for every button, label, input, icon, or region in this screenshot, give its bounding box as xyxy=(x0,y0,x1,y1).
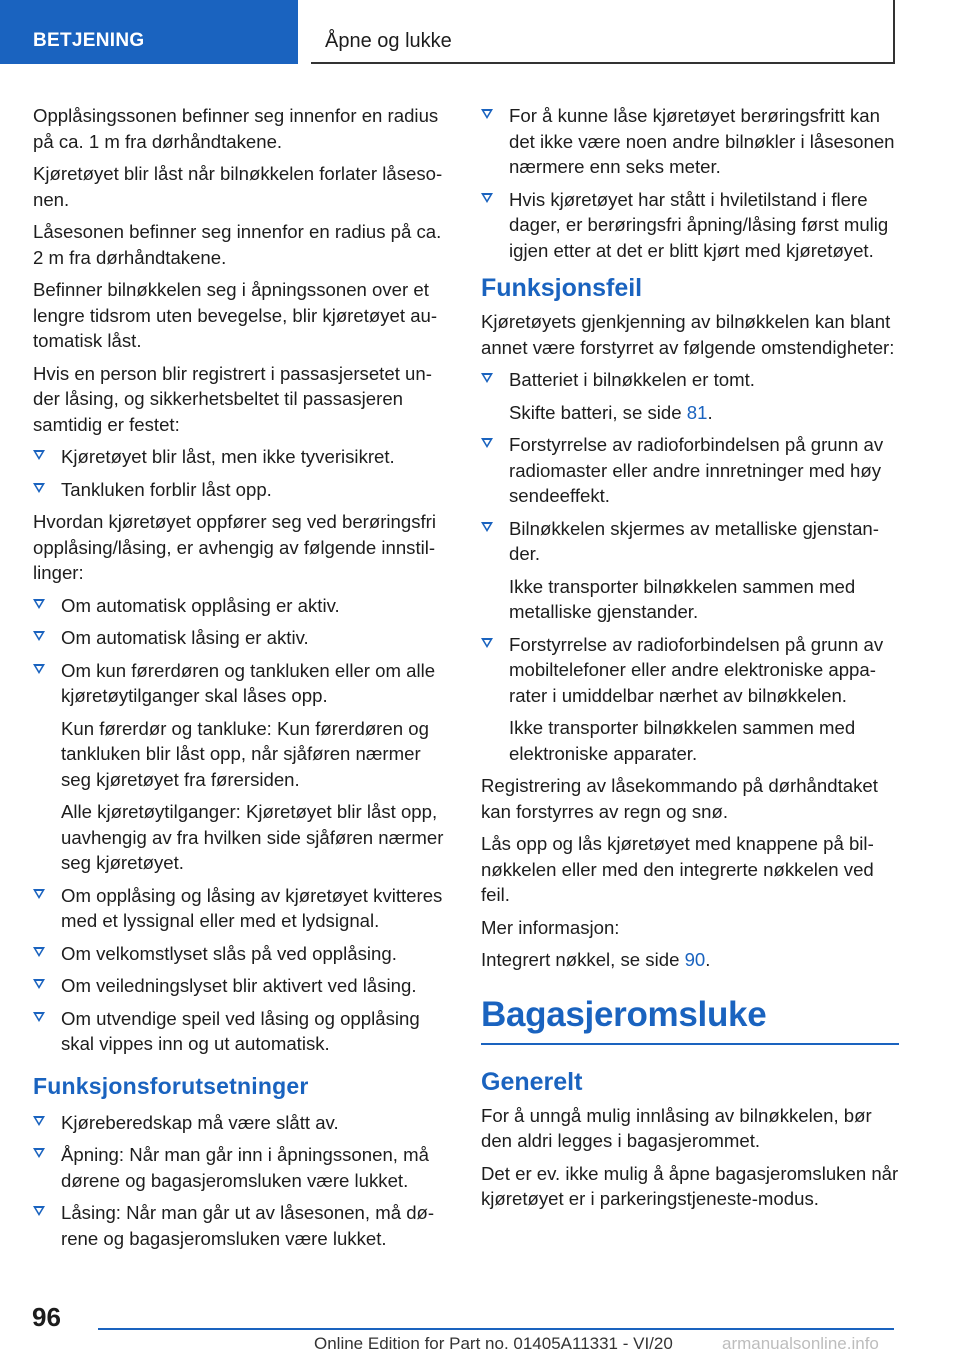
list-subparagraph: Ikke transporter bilnøkkelen sammen med elektroniske apparater. xyxy=(509,717,856,764)
bullet-triangle-icon xyxy=(33,483,45,493)
bullet-triangle-icon xyxy=(33,947,45,957)
page-number: 96 xyxy=(32,1302,61,1332)
paragraph: Hvis en person blir registrert i passasjersetet under låsing, og sikkerhetsbeltet til passasjeren samtidig er festet: xyxy=(33,362,432,435)
paragraph: For å unngå mulig innlåsing av bilnøkkelen, bør den aldri legges i bagasjerommet. xyxy=(481,1104,872,1151)
bullet-triangle-icon xyxy=(33,664,45,674)
list-subparagraph: Kun førerdør og tankluke: Kun førerdøren og tankluken blir låst opp, når sjåføren nærmer seg kjøretøyet fra førersiden. xyxy=(61,717,429,790)
bullet-triangle-icon xyxy=(481,522,493,532)
bullet-triangle-icon xyxy=(33,450,45,460)
list-item: Om utvendige speil ved låsing og opplåsing skal vippes inn og ut automatisk. xyxy=(33,1006,451,1057)
list-item: Om veiledningslyset blir aktivert ved låsing. xyxy=(33,973,451,999)
paragraph: Låsesonen befinner seg innenfor en radius på ca. 2 m fra dørhåndtakene. xyxy=(33,221,442,268)
section-heading-funksjonsfeil: Funksjonsfeil xyxy=(481,274,643,302)
bullet-triangle-icon xyxy=(33,1116,45,1126)
watermark: armanualsonline.info xyxy=(722,1334,879,1353)
section-title: BETJENING xyxy=(33,30,145,51)
list-subparagraph: Ikke transporter bilnøkkelen sammen med metalliske gjenstander. xyxy=(509,575,856,622)
list-item: Åpning: Når man går inn i åpningssonen, må dørene og bagasjeromsluken være lukket. xyxy=(33,1142,451,1193)
chapter-heading-bagasjeromsluke: Bagasjeromsluke xyxy=(481,993,899,1045)
right-column xyxy=(481,103,899,1219)
section-tab xyxy=(0,0,298,64)
list-item: Om opplåsing og låsing av kjøretøyet kvitteres med et lyssignal eller med et lydsignal. xyxy=(33,883,451,934)
edition-note: Online Edition for Part no. 01405A11331 - VI/20 xyxy=(314,1334,673,1353)
list-item: Forstyrrelse av radioforbindelsen på grunn av mobiltelefoner eller andre elektroniske apparater i umiddelbar nærhet av bilnøkkelen. xyxy=(481,632,899,709)
list-item: Om automatisk opplåsing er aktiv. xyxy=(33,593,451,619)
list-item: Kjøretøyet blir låst, men ikke tyverisikret. xyxy=(33,444,451,470)
list-subparagraph: Alle kjøretøytilganger: Kjøretøyet blir låst opp, uavhengig av fra hvilken side sjåføren nærmer seg kjøretøyet. xyxy=(61,801,444,873)
list-item: For å kunne låse kjøretøyet berøringsfritt kan det ikke være noen andre bilnøkler i låsesonen nærmere enn seks meter. xyxy=(481,103,899,180)
bullet-triangle-icon xyxy=(481,373,493,383)
list-item: Bilnøkkelen skjermes av metalliske gjenstander. xyxy=(481,516,899,567)
list-item: Kjøreberedskap må være slått av. xyxy=(33,1110,451,1136)
paragraph: Befinner bilnøkkelen seg i åpningssonen over et lengre tidsrom uten bevegelse, blir kjøretøyet automatisk låst. xyxy=(33,279,438,351)
paragraph: Opplåsingssonen befinner seg innenfor en radius på ca. 1 m fra dørhåndtakene. xyxy=(33,105,439,152)
list-subparagraph: Skifte batteri, se side 81. xyxy=(509,401,713,423)
paragraph: Hvordan kjøretøyet oppfører seg ved berøringsfri opplåsing/låsing, er avhengig av følgende innstillinger: xyxy=(33,511,437,583)
bullet-triangle-icon xyxy=(481,438,493,448)
list-item: Tankluken forblir låst opp. xyxy=(33,477,451,503)
footer-divider xyxy=(98,1328,894,1330)
paragraph: Det er ev. ikke mulig å åpne bagasjeromsluken når kjøretøyet er i parkeringstjeneste-modus. xyxy=(481,1162,899,1209)
list-item: Om automatisk låsing er aktiv. xyxy=(33,625,451,651)
list-item: Om kun førerdøren og tankluken eller om alle kjøretøytilganger skal låses opp. xyxy=(33,658,451,709)
bullet-triangle-icon xyxy=(33,889,45,899)
bullet-triangle-icon xyxy=(33,1012,45,1022)
list-item: Batteriet i bilnøkkelen er tomt. xyxy=(481,367,899,393)
paragraph: Lås opp og lås kjøretøyet med knappene på bilnøkkelen eller med den integrerte nøkkelen ved feil. xyxy=(481,833,874,905)
paragraph: Kjøretøyet blir låst når bilnøkkelen forlater låsesonen. xyxy=(33,163,443,210)
chapter-title: Åpne og lukke xyxy=(325,30,452,52)
list-item: Forstyrrelse av radioforbindelsen på grunn av radiomaster eller andre innretninger med høy sendeeffekt. xyxy=(481,432,899,509)
page-reference-link[interactable]: 90 xyxy=(684,949,706,970)
paragraph: Integrert nøkkel, se side 90. xyxy=(481,949,711,970)
page-reference-link[interactable]: 81 xyxy=(686,401,708,423)
section-heading-generelt: Generelt xyxy=(481,1067,583,1096)
bullet-triangle-icon xyxy=(481,109,493,119)
subsection-heading: Funksjonsforutsetninger xyxy=(33,1072,309,1099)
list-item: Hvis kjøretøyet har stått i hviletilstand i flere dager, er berøringsfri åpning/låsing først mulig igjen etter at det er blitt kjørt med kjøretøyet. xyxy=(481,187,899,264)
list-item: Låsing: Når man går ut av låsesonen, må dørene og bagasjeromsluken være lukket. xyxy=(33,1200,451,1251)
bullet-triangle-icon xyxy=(33,1148,45,1158)
list-item: Om velkomstlyset slås på ved opplåsing. xyxy=(33,941,451,967)
chapter-header xyxy=(311,0,895,64)
bullet-triangle-icon xyxy=(33,1206,45,1216)
bullet-triangle-icon xyxy=(33,599,45,609)
bullet-triangle-icon xyxy=(33,631,45,641)
bullet-triangle-icon xyxy=(481,193,493,203)
paragraph: Kjøretøyets gjenkjenning av bilnøkkelen kan blant annet være forstyrret av følgende omstendigheter: xyxy=(481,311,895,358)
bullet-triangle-icon xyxy=(481,638,493,648)
bullet-triangle-icon xyxy=(33,979,45,989)
left-column xyxy=(33,103,451,1258)
paragraph: Registrering av låsekommando på dørhåndtaket kan forstyrres av regn og snø. xyxy=(481,775,878,822)
paragraph: Mer informasjon: xyxy=(481,916,620,938)
